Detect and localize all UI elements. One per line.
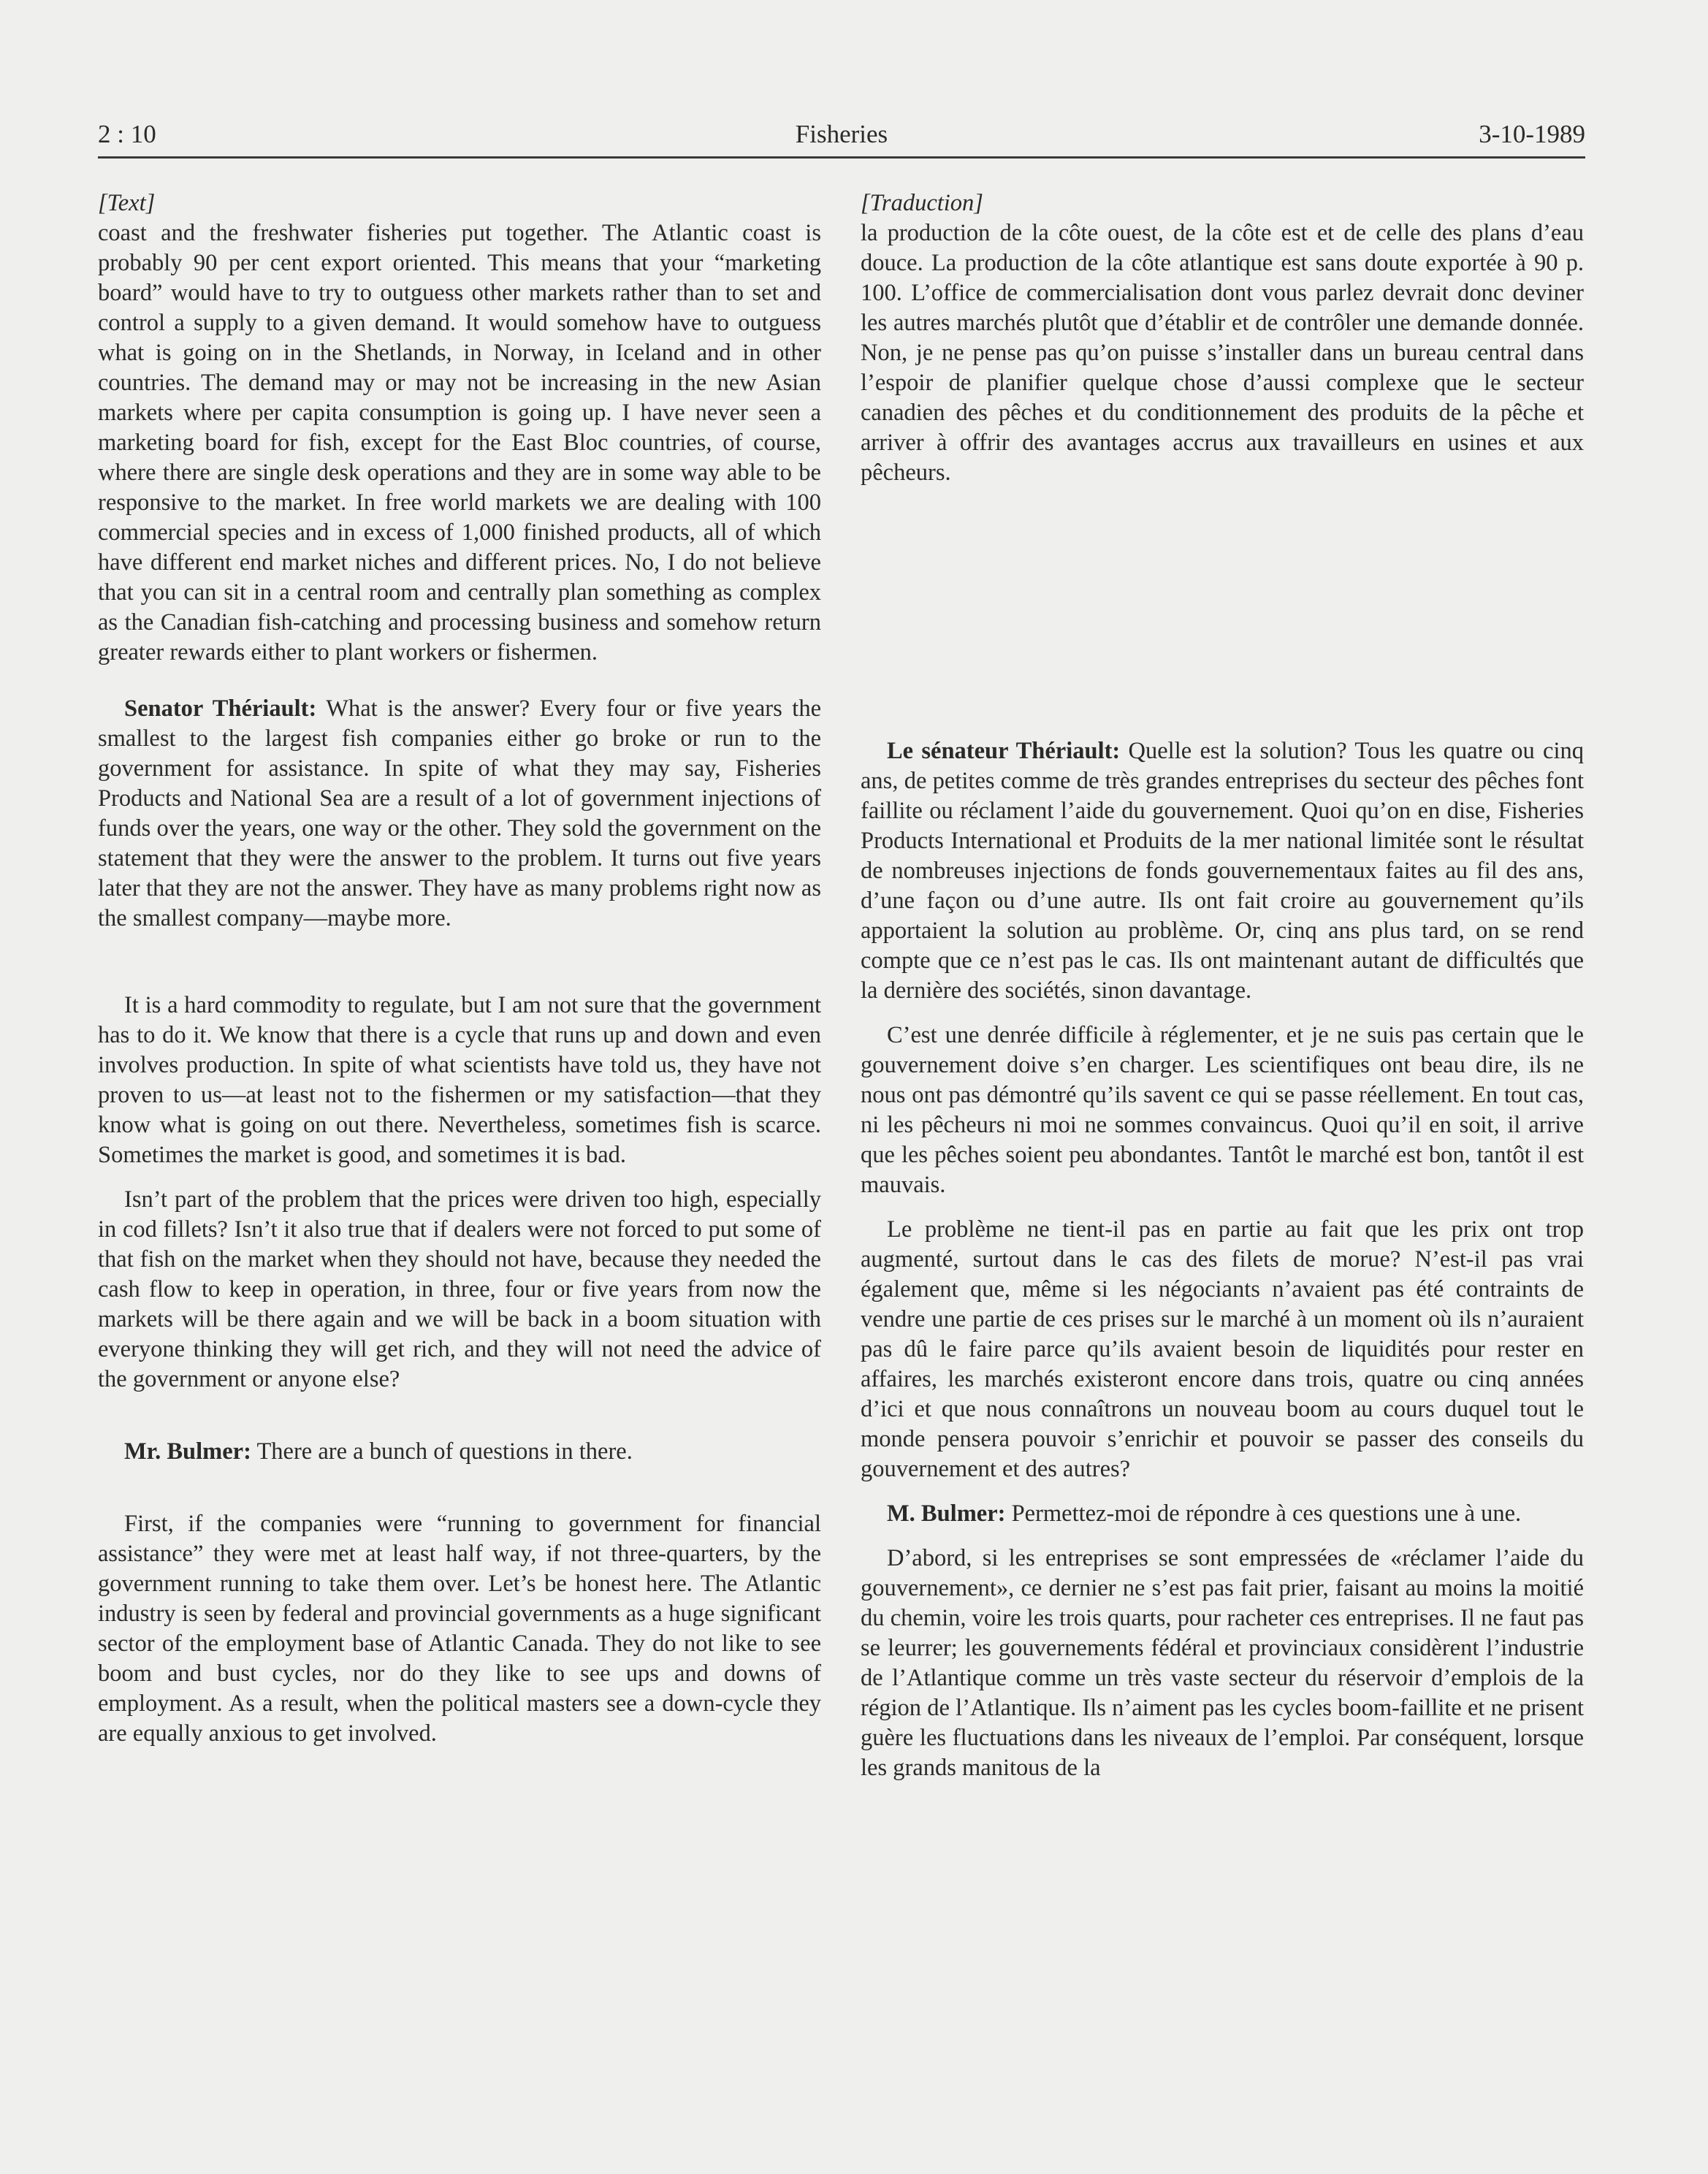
english-paragraph-5 [98,1437,821,1467]
french-paragraph-3: C’est une denrée difficile à réglementer, et je ne suis pas certain que le gouvernement doive s’en charger. Les scientifiques ont beau dire, ils ne nous ont pas démontré qu’ils savent ce qui se passe réellement. En tout cas, ni les pêcheurs ni moi ne sommes convaincus. Quoi qu’il en soit, il arrive que les pêches soient peu abondantes. Tantôt le marché est bon, tantôt il est mauvais. [861,1022,1584,1198]
french-paragraph-2-text: Quelle est la solution? Tous les quatre ou cinq ans, de petites comme de très grandes entreprises du secteur des pêches font faillite ou réclament l’aide du gouvernement. Quoi qu’on en dise, Fisheries Products International et Produits de la mer national limitée sont le résultat de nombreuses injections de fonds gouvernementaux faites au fil des ans, d’une façon ou d’une autre. Ils ont fait croire au gouvernement qu’ils apportaient la solution au problème. Or, cinq ans plus tard, on se rend compte que ce n’est pas le cas. Ils ont maintenant autant de difficultés que la dernière des sociétés, sinon davantage. [861,738,1584,1004]
english-paragraph-6: First, if the companies were “running to government for financial assistance” they were met at least half way, if not three-quarters, by the government running to take them over. Let’s be honest here. The Atlantic industry is seen by federal and provincial governments as a huge significant sector of the employment base of Atlantic Canada. They do not like to see boom and bust cycles, nor do they like to see ups and downs of employment. As a result, when the political masters see a down-cycle they are equally anxious to get involved. [98,1511,821,1747]
english-speaker-bulmer: Mr. Bulmer: [124,1438,251,1465]
english-section-tag: [Text] [98,190,156,216]
english-paragraph-3: It is a hard commodity to regulate, but I am not sure that the government has to do it. We know that there is a cycle that runs up and down and even involves production. In spite of what scientists have told us, they have not proven to us—at least not to the fishermen or my satisfaction—that they know what is going on out there. Nevertheless, sometimes fish is scarce. Sometimes the market is good, and sometimes it is bad. [98,992,821,1168]
english-paragraph-1: coast and the freshwater fisheries put together. The Atlantic coast is probably 90 per cent export oriented. This means that your “marketing board” would have to try to outguess other markets rather than to set and control a supply to a given demand. It would somehow have to outguess what is going on in the Shetlands, in Norway, in Iceland and in other countries. The demand may or may not be increasing in the new Asian markets where per capita consumption is going up. I have never seen a marketing board for fish, except for the East Bloc countries, of course, where there are single desk operations and they are in some way able to be responsive to the market. In free world markets we are dealing with 100 commercial species and in excess of 1,000 finished products, all of which have different end market niches and different prices. No, I do not believe that you can sit in a central room and centrally plan something as complex as the Canadian fish-catching and processing business and somehow return greater rewards either to plant workers or fishermen. [98,220,821,665]
french-speaker-bulmer: M. Bulmer: [887,1500,1006,1527]
english-column [98,188,821,1749]
french-column [861,188,1584,1783]
french-section-tag: [Traduction] [861,190,983,216]
page-header [98,117,1585,159]
french-paragraph-5 [861,1499,1584,1529]
page-date: 3-10-1989 [1479,120,1585,148]
english-paragraph-4: Isn’t part of the problem that the prices were driven too high, especially in cod fillets? Isn’t it also true that if dealers were not forced to put some of that fish on the market when they should not have, because they needed the cash flow to keep in operation, in three, four or five years from now the markets will be there again and we will be back in a boom situation with everyone thinking they will get rich, and they will not need the advice of the government or anyone else? [98,1186,821,1392]
english-paragraph-5-text: There are a bunch of questions in there. [251,1438,633,1465]
french-paragraph-6: D’abord, si les entreprises se sont empressées de «réclamer l’aide du gouvernement», ce dernier ne s’est pas fait prier, faisant au moins la moitié du chemin, voire les trois quarts, pour racheter ces entreprises. Il ne faut pas se leurrer; les gouvernements fédéral et provinciaux considèrent l’industrie de l’Atlantique comme un très vaste secteur du réservoir d’emplois de la région de l’Atlantique. Ils n’aiment pas les cycles boom-faillite et ne prisent guère les fluctuations dans les niveaux de l’emploi. Par conséquent, lorsque les grands manitous de la [861,1545,1584,1781]
english-speaker-theriault: Senator Thériault: [124,695,317,722]
english-paragraph-2 [98,694,821,934]
french-speaker-theriault: Le sénateur Thériault: [887,738,1121,764]
french-paragraph-1: la production de la côte ouest, de la côte est et de celle des plans d’eau douce. La production de la côte atlantique est sans doute exportée à 90 p. 100. L’office de commercialisation dont vous parlez devrait donc deviner les autres marchés plutôt que d’établir et de contrôler une demande donnée. Non, je ne pense pas qu’on puisse s’installer dans un bureau central dans l’espoir de planifier quelque chose d’aussi complexe que le secteur canadien des pêches et du conditionnement des produits de la pêche et arriver à offrir des avantages accrus aux travailleurs en usines et aux pêcheurs. [861,220,1584,486]
french-paragraph-5-text: Permettez-moi de répondre à ces questions une à une. [1005,1500,1522,1527]
french-paragraph-2 [861,736,1584,1006]
page-title: Fisheries [795,120,888,148]
french-paragraph-4: Le problème ne tient-il pas en partie au fait que les prix ont trop augmenté, surtout dans le cas des filets de morue? N’est-il pas vrai également que, même si les négociants n’avaient pas été contraints de vendre une partie de ces prises sur le marché à un moment où ils n’auraient pas dû le faire parce qu’ils avaient besoin de liquidités pour rester en affaires, les marchés existeront encore dans trois, quatre ou cinq années d’ici et que nous connaîtrons un nouveau boom au cours duquel tout le monde pensera pouvoir s’enrichir et pouvoir se passer des conseils du gouvernement et des autres? [861,1216,1584,1482]
page-number: 2 : 10 [98,120,156,148]
english-paragraph-2-text: What is the answer? Every four or five years the smallest to the largest fish companies either go broke or run to the government for assistance. In spite of what they may say, Fisheries Products and National Sea are a result of a lot of government injections of funds over the years, one way or the other. They sold the government on the statement that they were the answer to the problem. It turns out five years later that they are not the answer. They have as many problems right now as the smallest company—maybe more. [98,695,822,931]
